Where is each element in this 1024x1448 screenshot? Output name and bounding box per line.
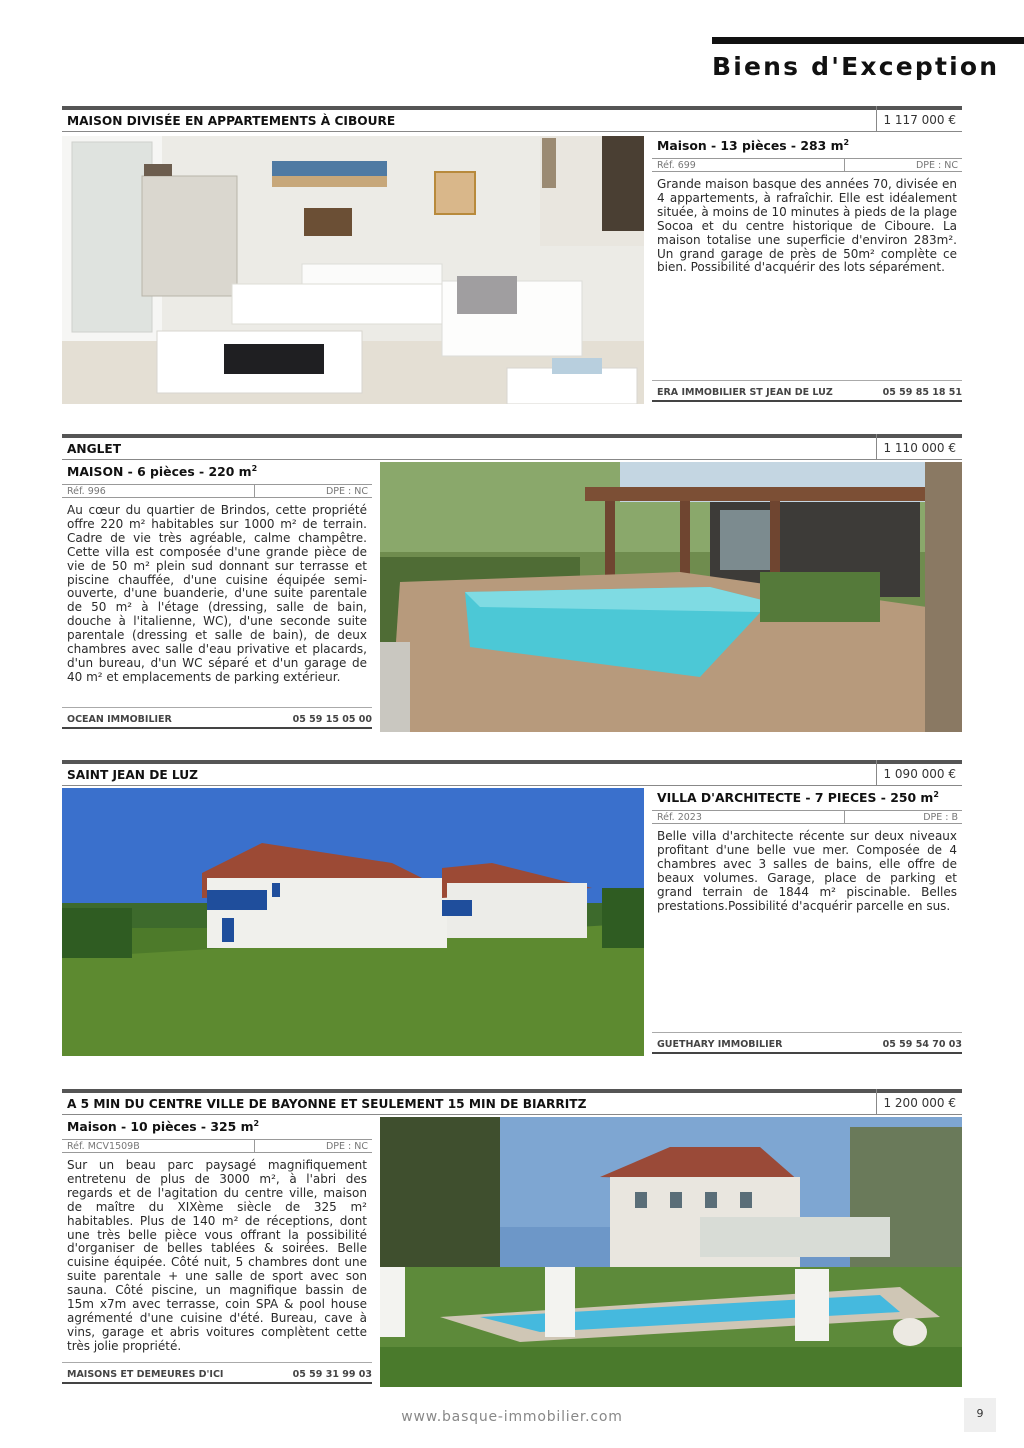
property-type: Maison - 13 pièces - 283 $m^2$ [657, 138, 850, 154]
agency-row [62, 707, 372, 729]
listing-price: 1 117 000 € [876, 106, 962, 132]
agency-phone[interactable]: 05 59 15 05 00 [292, 714, 372, 725]
listing-bayonne [62, 1089, 962, 1389]
property-type: VILLA D'ARCHITECTE - 7 PIECES - 250 $m^2$ [657, 790, 939, 806]
listing-price: 1 090 000 € [876, 760, 962, 786]
listing-title-row [62, 106, 962, 132]
listing-price: 1 110 000 € [876, 434, 962, 460]
listing-description: Sur un beau parc paysagé magnifiquement entretenu de plus de 3000 m², à l'abri des regards et de l'agitation du centre ville, maison de maître du XIXème siècle de 325 m² habitables. Plus de 140 m² de réceptions, dont une très belle pièce vous offrant la possibilité d'organiser de belles tablées & soirées. Belle cuisine équipée. Côté nuit, 5 chambres dont une suite parentale + une salle de sport avec son sauna. Côté piscine, un magnifique bassin de 15m x7m avec terrasse, coin SPA & pool house agrémenté d'une cuisine d'été. Bureau, cave à vins, garage et abris voitures complètent cette très jolie propriété. [67, 1158, 367, 1353]
agency-phone[interactable]: 05 59 31 99 03 [292, 1369, 372, 1380]
dpe-rating: DPE : NC [254, 485, 368, 497]
listing-anglet [62, 434, 962, 734]
listing-price: 1 200 000 € [876, 1089, 962, 1115]
listing-saint-jean-de-luz [62, 760, 962, 1060]
listing-description: Belle villa d'architecte récente sur deux niveaux profitant d'une belle vue mer. Composée de 4 chambres avec 3 salles de bains, elle offre de beaux volumes. Garage, place de parking et grand terrain de 1844 m² piscinable. Belles prestations.Possibilité d'acquérir parcelle en sus. [657, 829, 957, 913]
reference-number: Réf. 699 [657, 160, 696, 171]
dpe-rating: DPE : B [844, 811, 958, 823]
agency-row [652, 1032, 962, 1054]
listing-ciboure [62, 106, 962, 406]
listing-title: SAINT JEAN DE LUZ [67, 768, 198, 782]
agency-name: OCEAN IMMOBILIER [67, 714, 172, 725]
listing-photo-villa[interactable] [62, 788, 644, 1056]
agency-name: GUETHARY IMMOBILIER [657, 1039, 783, 1050]
reference-row [62, 484, 372, 498]
property-type: MAISON - 6 pièces - 220 $m^2$ [67, 464, 258, 480]
agency-phone[interactable]: 05 59 54 70 03 [882, 1039, 962, 1050]
section-heading: Biens d'Exception [712, 52, 1000, 81]
listing-info [652, 788, 962, 1056]
reference-row [652, 158, 962, 172]
listing-info [62, 1117, 372, 1387]
reference-number: Réf. 2023 [657, 812, 702, 823]
listing-info [62, 462, 372, 732]
agency-name: MAISONS ET DEMEURES D'ICI [67, 1369, 224, 1380]
listing-title-row [62, 434, 962, 460]
listing-title-row [62, 1089, 962, 1115]
dpe-rating: DPE : NC [844, 159, 958, 171]
listing-photo-living-room[interactable] [62, 136, 644, 404]
listing-title-row [62, 760, 962, 786]
page-number: 9 [964, 1398, 996, 1432]
listing-description: Grande maison basque des années 70, divisée en 4 appartements, à rafraîchir. Elle est idéalement située, à moins de 10 minutes à pieds de la plage Socoa et du centre historique de Ciboure. La maison totalise une superficie d'environ 283m². Un grand garage de près de 50m² complète ce bien. Possibilité d'acquérir des lots séparément. [657, 177, 957, 275]
listing-title: A 5 MIN DU CENTRE VILLE DE BAYONNE ET SEULEMENT 15 MIN DE BIARRITZ [67, 1097, 587, 1111]
agency-row [62, 1362, 372, 1384]
listing-info [652, 136, 962, 404]
header-bar [712, 37, 1024, 44]
listing-title: MAISON DIVISÉE EN APPARTEMENTS À CIBOURE [67, 114, 396, 128]
reference-number: Réf. MCV1509B [67, 1141, 140, 1152]
reference-row [62, 1139, 372, 1153]
listing-photo-pool-terrace[interactable] [380, 462, 962, 732]
listing-title: ANGLET [67, 442, 122, 456]
agency-phone[interactable]: 05 59 85 18 51 [882, 387, 962, 398]
footer-website-url[interactable]: www.basque-immobilier.com [401, 1409, 623, 1425]
reference-number: Réf. 996 [67, 486, 106, 497]
reference-row [652, 810, 962, 824]
agency-name: ERA IMMOBILIER ST JEAN DE LUZ [657, 387, 833, 398]
agency-row [652, 380, 962, 402]
dpe-rating: DPE : NC [254, 1140, 368, 1152]
property-type: Maison - 10 pièces - 325 $m^2$ [67, 1119, 260, 1135]
listing-photo-manor-pool[interactable] [380, 1117, 962, 1387]
listing-description: Au cœur du quartier de Brindos, cette propriété offre 220 m² habitables sur 1000 m² de terrain. Cadre de vie très agréable, calme champêtre. Cette villa est composée d'une grande pièce de vie de 50 m² plein sud donnant sur terrasse et piscine chauffée, d'une cuisine équipée semi-ouverte, d'une buanderie, d'une suite parentale de 50 m² à l'étage (dressing, salle de bain, douche à l'italienne, WC), d'une seconde suite parentale (dressing et salle de bain), de deux chambres avec salle d'eau privative et placards, d'un bureau, d'un WC séparé et d'un garage de 40 m² et emplacements de parking extérieur. [67, 503, 367, 684]
